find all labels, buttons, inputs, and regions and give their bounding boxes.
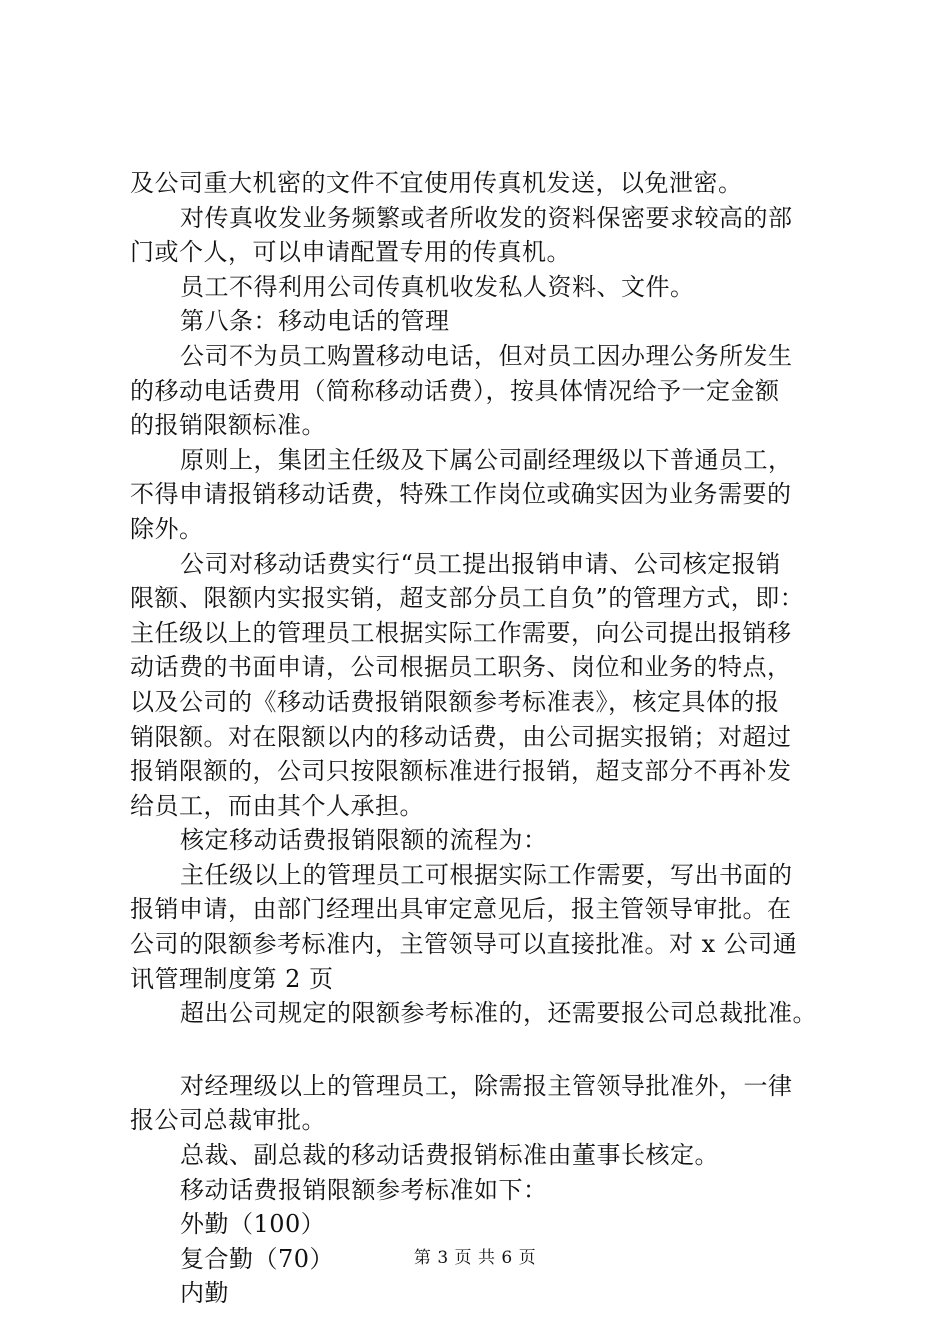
list-item: 外勤（100） <box>180 1210 326 1239</box>
text-line: 对传真收发业务频繁或者所收发的资料保密要求较高的部 <box>180 203 793 232</box>
text-line: 对经理级以上的管理员工，除需报主管领导批准外，一律 <box>180 1071 793 1100</box>
text-line: 及公司重大机密的文件不宜使用传真机发送，以免泄密。 <box>130 169 743 197</box>
text-line: 公司不为员工购置移动电话，但对员工因办理公务所发生 <box>180 341 793 370</box>
text-line: 门或个人，可以申请配置专用的传真机。 <box>130 238 571 267</box>
text-line: 讯管理制度第 2 页 <box>130 964 334 993</box>
section-heading: 第八条：移动电话的管理 <box>180 307 450 336</box>
text-line: 主任级以上的管理员工可根据实际工作需要，写出书面的 <box>180 860 793 889</box>
text-line: 主任级以上的管理员工根据实际工作需要，向公司提出报销移 <box>130 618 792 647</box>
text-line: 不得申请报销移动话费，特殊工作岗位或确实因为业务需要的 <box>130 480 792 509</box>
text-line: 以及公司的《移动话费报销限额参考标准表》，核定具体的报 <box>130 687 780 716</box>
text-line: 总裁、副总裁的移动话费报销标准由董事长核定。 <box>180 1141 719 1170</box>
list-item: 复合勤（70） <box>180 1244 335 1273</box>
text-line: 限额、限额内实报实销，超支部分员工自负”的管理方式，即： <box>130 584 805 613</box>
text-line: 的移动电话费用（简称移动话费），按具体情况给予一定金额 <box>130 376 780 405</box>
text-line: 核定移动话费报销限额的流程为： <box>180 826 548 855</box>
document-body <box>130 166 850 1311</box>
text-line: 给员工，而由其个人承担。 <box>130 791 424 820</box>
text-line: 公司的限额参考标准内，主管领导可以直接批准。对 x 公司通 <box>130 930 798 959</box>
text-line: 原则上，集团主任级及下属公司副经理级以下普通员工， <box>180 445 793 474</box>
text-line: 公司对移动话费实行“员工提出报销申请、公司核定报销 <box>180 549 781 578</box>
text-line: 的报销限额标准。 <box>130 411 326 440</box>
list-item: 内勤 <box>180 1279 229 1308</box>
text-line: 销限额。对在限额以内的移动话费，由公司据实报销；对超过 <box>130 722 792 751</box>
blank-line <box>130 1031 850 1069</box>
text-line: 除外。 <box>130 514 204 543</box>
text-line: 报销申请，由部门经理出具审定意见后，报主管领导审批。在 <box>130 895 792 924</box>
text-line: 报销限额的，公司只按限额标准进行报销，超支部分不再补发 <box>130 757 792 786</box>
text-line: 员工不得利用公司传真机收发私人资料、文件。 <box>180 272 695 301</box>
text-line: 移动话费报销限额参考标准如下： <box>180 1175 548 1204</box>
text-line: 报公司总裁审批。 <box>130 1106 326 1135</box>
page-footer: 第 3 页 共 6 页 <box>413 1248 537 1268</box>
text-line: 动话费的书面申请，公司根据员工职务、岗位和业务的特点， <box>130 653 792 682</box>
text-line: 超出公司规定的限额参考标准的，还需要报公司总裁批准。 <box>180 999 817 1028</box>
